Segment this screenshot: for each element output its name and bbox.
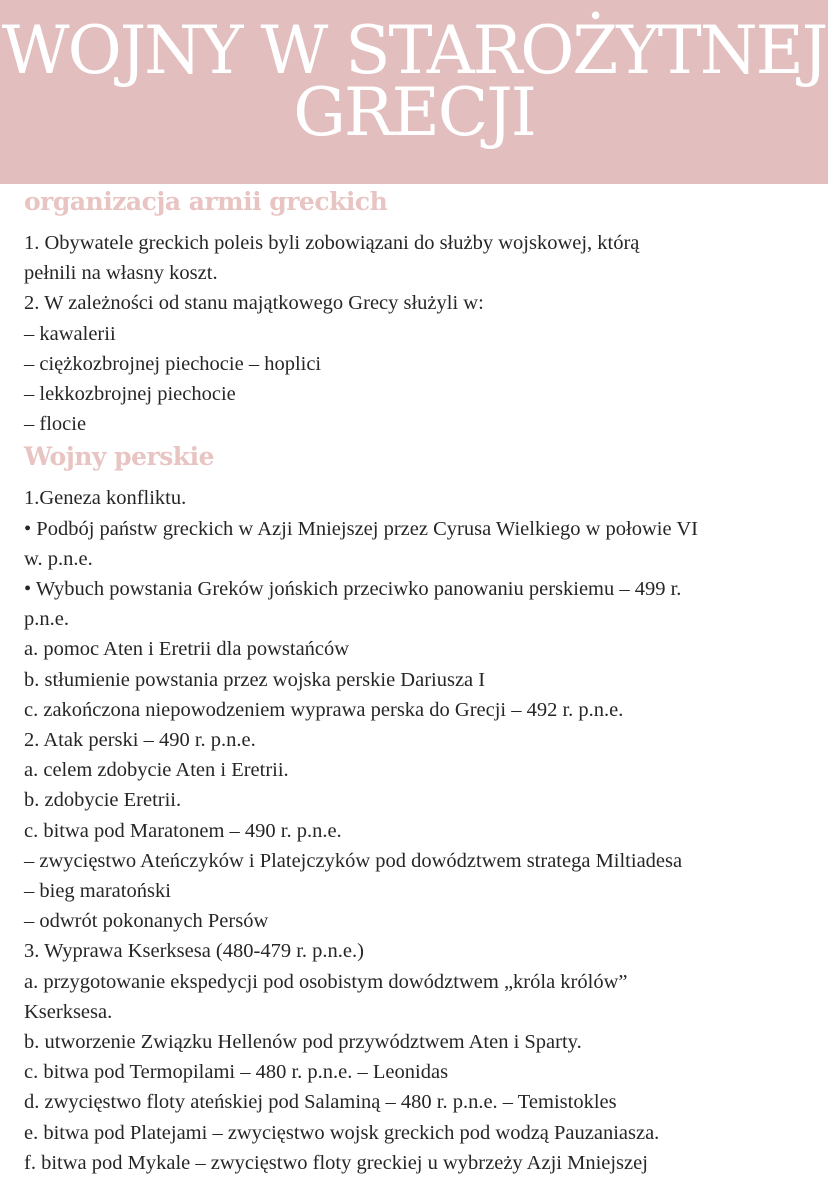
text-line: pełnili na własny koszt. <box>24 262 218 285</box>
text-line: d. zwycięstwo floty ateńskiej pod Salaminą – 480 r. p.n.e. – Temistokles <box>24 1091 617 1114</box>
text-line: – bieg maratoński <box>24 880 171 903</box>
text-line: w. p.n.e. <box>24 547 93 570</box>
text-line: 2. W zależności od stanu majątkowego Grecy służyli w: <box>24 292 484 315</box>
text-line: b. zdobycie Eretrii. <box>24 789 182 812</box>
page-title-line-1: WOJNY W STAROŻYTNEJ <box>1 12 827 89</box>
text-line: Kserksesa. <box>24 1000 113 1023</box>
text-line: 1.Geneza konfliktu. <box>24 487 187 510</box>
page-title-line-2: GRECJI <box>293 74 535 151</box>
document-body <box>24 186 824 1178</box>
text-line: – flocie <box>24 413 87 436</box>
text-line: c. zakończona niepowodzeniem wyprawa perska do Grecji – 492 r. p.n.e. <box>24 698 624 721</box>
text-line: b. utworzenie Związku Hellenów pod przywództwem Aten i Sparty. <box>24 1031 582 1054</box>
section-heading: Wojny perskie <box>24 442 215 472</box>
text-line: • Wybuch powstania Greków jońskich przeciwko panowaniu perskiemu – 499 r. <box>24 578 682 601</box>
text-line: b. stłumienie powstania przez wojska perskie Dariusza I <box>24 668 486 691</box>
text-line: 3. Wyprawa Kserksesa (480-479 r. p.n.e.) <box>24 940 364 963</box>
text-line: c. bitwa pod Maratonem – 490 r. p.n.e. <box>24 819 342 842</box>
title-banner <box>0 0 828 184</box>
text-line: 1. Obywatele greckich poleis byli zobowiązani do służby wojskowej, którą <box>24 232 640 254</box>
text-line: a. przygotowanie ekspedycji pod osobistym dowództwem „króla królów” <box>24 970 628 993</box>
text-line: e. bitwa pod Platejami – zwycięstwo wojsk greckich pod wodzą Pauzaniasza. <box>24 1121 660 1144</box>
section-lines <box>24 483 824 1178</box>
section-heading: organizacja armii greckich <box>24 187 388 216</box>
section-army-organization <box>24 186 824 439</box>
text-line: p.n.e. <box>24 608 69 631</box>
text-line: – zwycięstwo Ateńczyków i Platejczyków pod dowództwem stratega Miltiadesa <box>24 849 683 872</box>
text-line: a. pomoc Aten i Eretrii dla powstańców <box>24 638 350 661</box>
text-line: f. bitwa pod Mykale – zwycięstwo floty greckiej u wybrzeży Azji Mniejszej <box>24 1151 648 1174</box>
section-persian-wars <box>24 441 824 1178</box>
page-title <box>0 0 828 151</box>
text-line: – odwrót pokonanych Persów <box>24 910 269 933</box>
text-line: – lekkozbrojnej piechocie <box>24 383 236 406</box>
text-line: – ciężkozbrojnej piechocie – hoplici <box>24 352 322 375</box>
text-line: a. celem zdobycie Aten i Eretrii. <box>24 759 289 782</box>
text-line: • Podbój państw greckich w Azji Mniejszej przez Cyrusa Wielkiego w połowie VI <box>24 517 698 540</box>
text-line: 2. Atak perski – 490 r. p.n.e. <box>24 729 256 752</box>
section-lines <box>24 228 824 439</box>
text-line: – kawalerii <box>24 322 116 345</box>
text-line: c. bitwa pod Termopilami – 480 r. p.n.e. – Leonidas <box>24 1061 449 1084</box>
